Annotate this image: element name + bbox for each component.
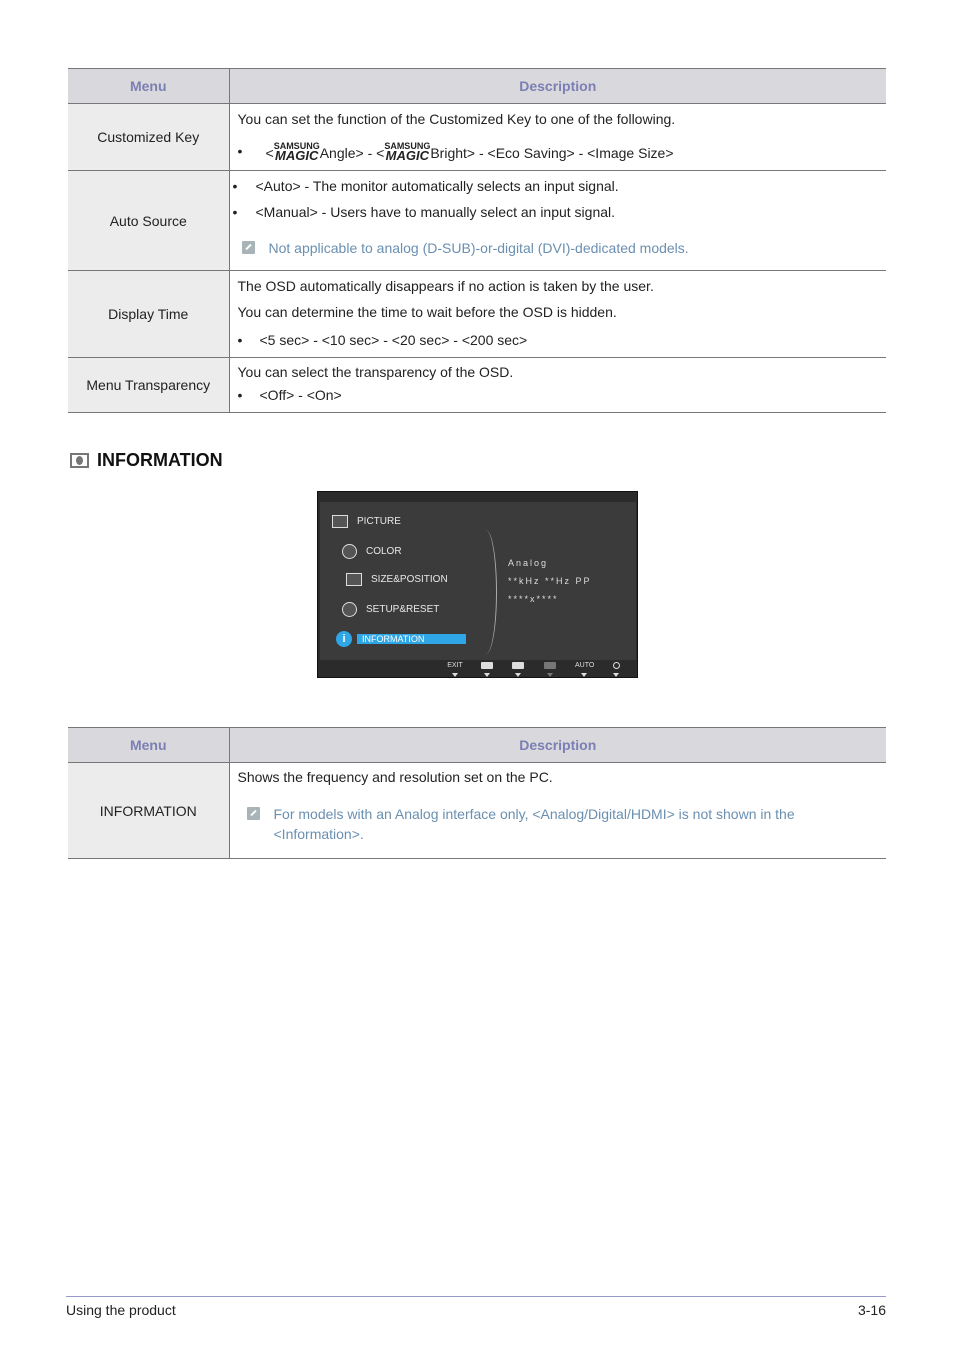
menu-column-header: Menu [68, 69, 229, 104]
osd-info-frequency: **kHz **Hz PP [508, 576, 592, 586]
bullet: • [232, 178, 238, 194]
osd-button-bar [318, 660, 637, 678]
arrow-down-icon [515, 673, 521, 677]
text: <Auto> - The monitor automatically selects an input signal. [255, 178, 619, 194]
osd-item-color [342, 544, 402, 559]
description-cell [229, 763, 886, 859]
auto-button [575, 662, 593, 677]
description-text: The OSD automatically disappears if no action is taken by the user. [237, 278, 654, 294]
description-text: You can set the function of the Customized Key to one of the following. [237, 111, 676, 127]
page-footer [66, 1296, 886, 1318]
menu-cell: Auto Source [68, 171, 229, 271]
color-icon [342, 544, 357, 559]
text: Angle> - < [319, 145, 385, 161]
logo-top: SAMSUNG [384, 141, 431, 151]
note-text: Not applicable to analog (D-SUB)-or-digital (DVI)-dedicated models. [268, 240, 689, 256]
button-label: EXIT [447, 662, 463, 669]
text: <Off> - <On> [259, 387, 342, 403]
arrow-down-icon [581, 673, 587, 677]
osd-item-label: SETUP&RESET [366, 604, 440, 615]
osd-item-information: INFORMATION [357, 634, 466, 644]
bullet: • [237, 332, 243, 348]
list-item [233, 177, 879, 195]
section-title: INFORMATION [97, 449, 223, 470]
enter-button [541, 662, 559, 677]
osd-menu-panel [320, 502, 636, 660]
menu-cell: Menu Transparency [68, 358, 229, 413]
description-cell [229, 104, 886, 171]
description-cell [229, 271, 886, 358]
table-header-row [68, 728, 886, 763]
page-number: 3-16 [857, 1302, 886, 1318]
table-row [68, 763, 886, 859]
osd-item-label: PICTURE [357, 516, 401, 527]
section-heading [70, 450, 223, 470]
osd-item-size-position [346, 573, 448, 586]
information-icon: i [336, 631, 352, 647]
footer-section-title: Using the product [66, 1302, 176, 1318]
logo-bottom: MAGIC [275, 148, 319, 163]
description-text: You can select the transparency of the OSD. [237, 364, 514, 380]
button-label: AUTO [575, 662, 595, 669]
size-position-icon [346, 573, 362, 586]
setup-reset-icon [342, 602, 357, 617]
information-icon [70, 453, 89, 468]
bullet: • [237, 387, 243, 403]
osd-item-picture [332, 515, 401, 528]
osd-screenshot [317, 491, 638, 678]
description-cell [229, 358, 886, 413]
note-icon [242, 241, 255, 254]
settings-table [68, 68, 886, 413]
description-text: You can determine the time to wait before the OSD is hidden. [237, 304, 617, 320]
note-icon [247, 807, 260, 820]
osd-divider [475, 530, 497, 654]
list-item [238, 386, 879, 404]
bullet: • [237, 143, 243, 159]
text: < [265, 145, 274, 161]
note [238, 804, 879, 844]
picture-icon [332, 515, 348, 528]
bullet: • [232, 204, 238, 220]
information-table [68, 727, 886, 859]
list-item [238, 142, 879, 162]
down-icon [481, 662, 493, 669]
text: Bright> - <Eco Saving> - <Image Size> [430, 145, 674, 161]
table-row [68, 271, 886, 358]
up-icon [512, 662, 524, 669]
power-icon [613, 662, 620, 669]
description-column-header: Description [229, 69, 886, 104]
power-button [607, 662, 625, 677]
arrow-down-icon [484, 673, 490, 677]
osd-info-resolution: ****x**** [508, 594, 559, 604]
logo-top: SAMSUNG [273, 141, 320, 151]
note [233, 239, 879, 257]
note-text: For models with an Analog interface only, <Analog/Digital/HDMI> is not shown in the <Information>. [273, 806, 795, 842]
menu-cell: Display Time [68, 271, 229, 358]
description-cell [229, 171, 886, 271]
logo-bottom: MAGIC [385, 148, 429, 163]
samsung-magic-logo [274, 142, 320, 161]
arrow-down-icon [452, 673, 458, 677]
description-text: Shows the frequency and resolution set on the PC. [237, 769, 553, 785]
list-item [238, 331, 879, 349]
osd-info-signal: Analog [508, 558, 549, 568]
menu-cell: INFORMATION [68, 763, 229, 859]
text: <Manual> - Users have to manually select an input signal. [255, 204, 616, 220]
menu-column-header: Menu [68, 728, 229, 763]
osd-item-label: COLOR [366, 546, 402, 557]
table-row [68, 171, 886, 271]
down-button [478, 662, 496, 677]
description-column-header: Description [229, 728, 886, 763]
arrow-down-icon [547, 673, 553, 677]
table-header-row [68, 69, 886, 104]
up-button [509, 662, 527, 677]
exit-button [446, 662, 464, 677]
menu-cell: Customized Key [68, 104, 229, 171]
text: <5 sec> - <10 sec> - <20 sec> - <200 sec> [259, 332, 528, 348]
table-row [68, 104, 886, 171]
samsung-magic-logo [384, 142, 430, 161]
list-item [233, 203, 879, 221]
table-row [68, 358, 886, 413]
arrow-down-icon [613, 673, 619, 677]
osd-item-setup-reset [342, 602, 439, 617]
enter-icon [544, 662, 556, 669]
osd-item-label: SIZE&POSITION [371, 574, 448, 585]
